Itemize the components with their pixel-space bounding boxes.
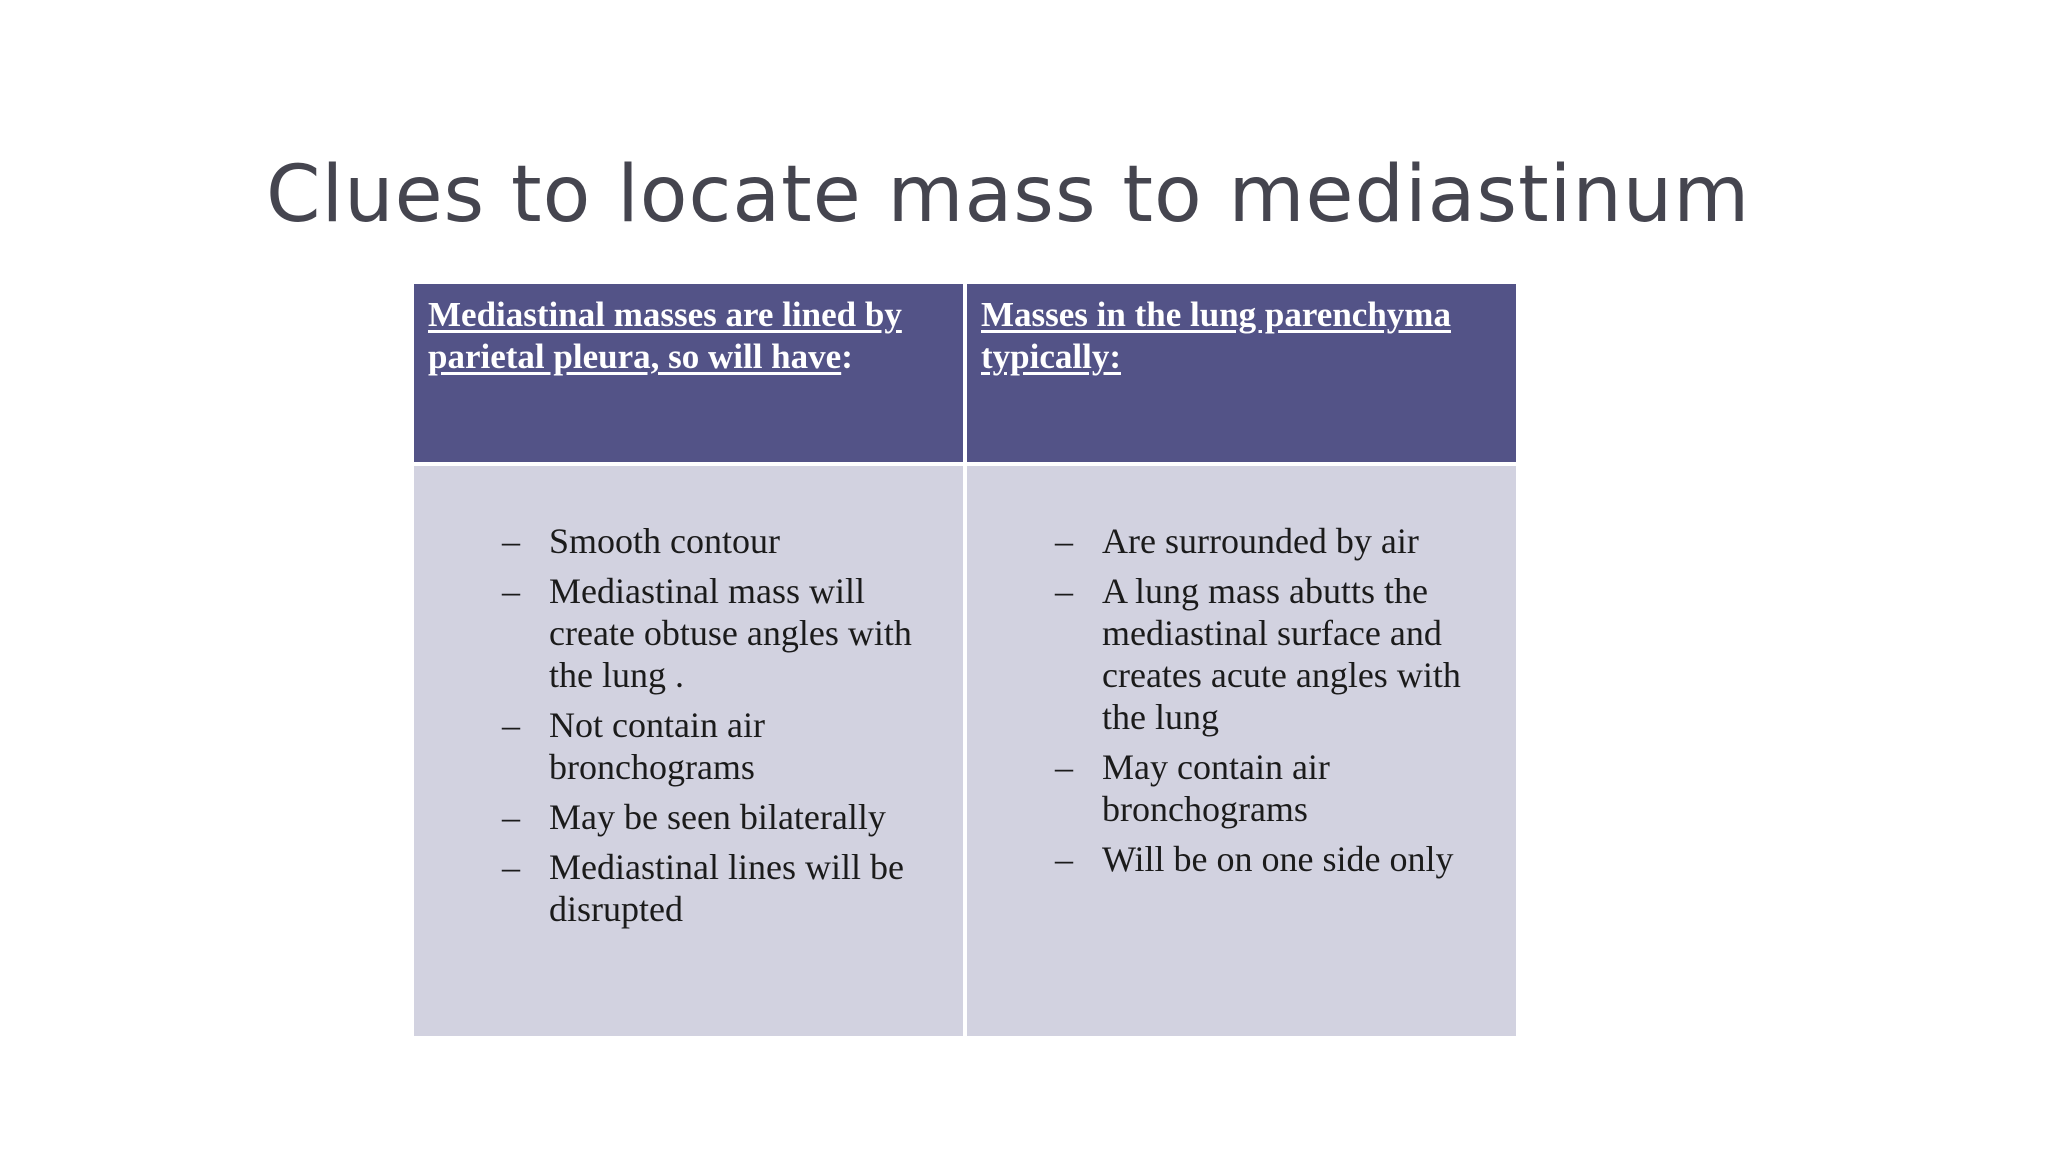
dash-marker: – <box>502 797 520 837</box>
list-item <box>414 796 953 838</box>
dash-marker: – <box>1055 521 1073 561</box>
header-lung-parenchyma-masses <box>967 284 1516 462</box>
list-item-text: A lung mass abutts the mediastinal surface and creates acute angles with the lung <box>1102 571 1461 737</box>
list-item-text: Smooth contour <box>549 521 780 561</box>
header-suffix: : <box>841 337 853 376</box>
list-item <box>414 704 953 788</box>
dash-marker: – <box>502 847 520 887</box>
list-item <box>967 520 1506 562</box>
bullet-list <box>967 520 1506 880</box>
list-item <box>967 570 1506 738</box>
body-lung-parenchyma-masses <box>967 466 1516 1036</box>
dash-marker: – <box>502 705 520 745</box>
header-label: Mediastinal masses are lined by parietal pleura, so will have <box>428 295 902 376</box>
list-item <box>414 520 953 562</box>
list-item-text: May contain air bronchograms <box>1102 747 1330 829</box>
list-item <box>414 846 953 930</box>
dash-marker: – <box>1055 747 1073 787</box>
list-item-text: Mediastinal mass will create obtuse angles with the lung . <box>549 571 912 695</box>
comparison-table <box>414 284 1516 1036</box>
dash-marker: – <box>1055 571 1073 611</box>
header-label: Masses in the lung parenchyma typically: <box>981 295 1451 376</box>
list-item-text: Will be on one side only <box>1102 839 1454 879</box>
header-mediastinal-masses <box>414 284 963 462</box>
list-item <box>967 746 1506 830</box>
list-item-text: Mediastinal lines will be disrupted <box>549 847 904 929</box>
list-item <box>414 570 953 696</box>
list-item-text: Not contain air bronchograms <box>549 705 765 787</box>
list-item-text: Are surrounded by air <box>1102 521 1419 561</box>
bullet-list <box>414 520 953 930</box>
dash-marker: – <box>502 571 520 611</box>
dash-marker: – <box>502 521 520 561</box>
slide-title: Clues to locate mass to mediastinum <box>266 150 1751 240</box>
dash-marker: – <box>1055 839 1073 879</box>
list-item <box>967 838 1506 880</box>
body-mediastinal-masses <box>414 466 963 1036</box>
list-item-text: May be seen bilaterally <box>549 797 886 837</box>
